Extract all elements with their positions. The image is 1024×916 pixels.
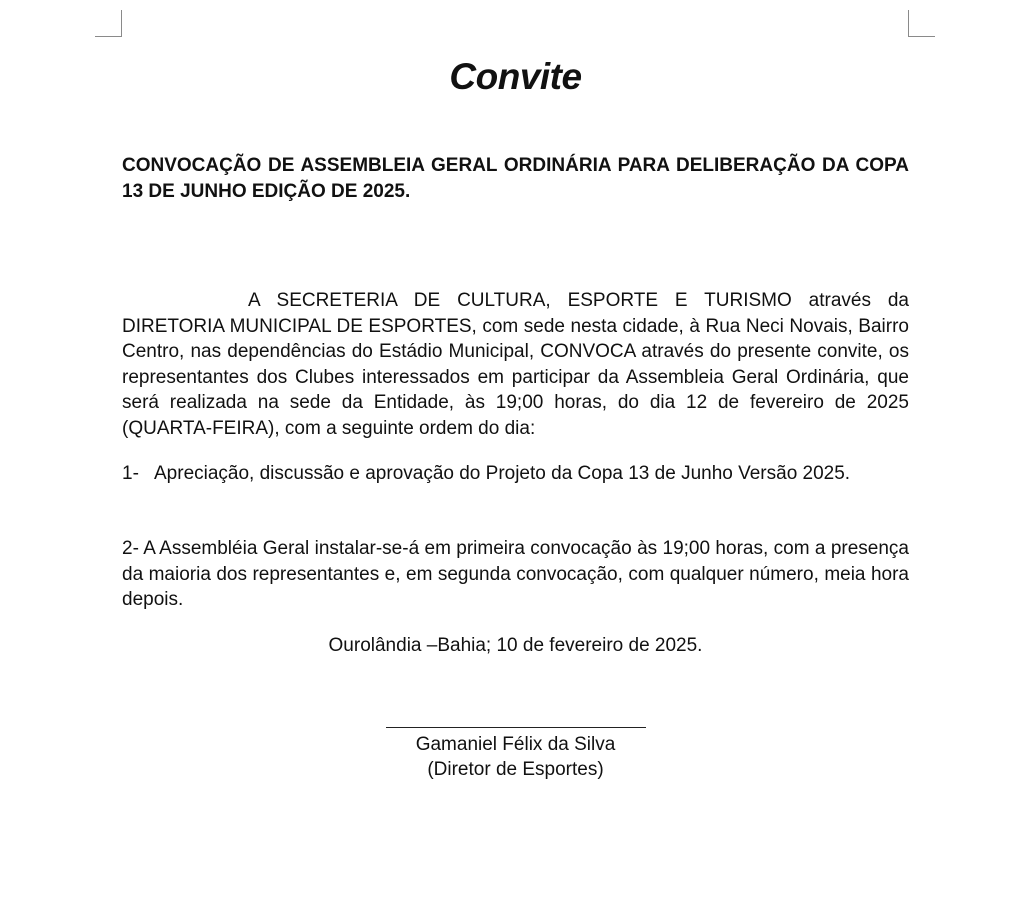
list-item-number: 1- <box>122 463 139 484</box>
page-corner-mark-left <box>95 10 122 37</box>
body-paragraph <box>122 288 909 441</box>
signature-line <box>386 727 646 728</box>
signatory-name: Gamaniel Félix da Silva <box>415 734 616 755</box>
body-paragraph-text: A SECRETERIA DE CULTURA, ESPORTE E TURISMO através da DIRETORIA MUNICIPAL DE ESPORTES, com sede nesta cidade, à Rua Neci Novais, Bairro Centro, nas dependências do Estádio Municipal, CONVOCA através do presente convite, os representantes dos Clubes interessados em participar da Assembleia Geral Ordinária, que será realizada na sede da Entidade, às 19;00 horas, do dia 12 de fevereiro de 2025 (QUARTA-FEIRA), com a seguinte ordem do dia: <box>122 290 909 439</box>
document-title: Convite <box>449 56 582 97</box>
document-heading: CONVOCAÇÃO DE ASSEMBLEIA GERAL ORDINÁRIA PARA DELIBERAÇÃO DA COPA 13 DE JUNHO EDIÇÃO DE 2025. <box>122 155 909 202</box>
dateline: Ourolândia –Bahia; 10 de fevereiro de 2025. <box>328 635 703 656</box>
paragraph-2: 2- A Assembléia Geral instalar-se-á em primeira convocação às 19;00 horas, com a presença da maioria dos representantes e, em segunda convocação, com qualquer número, meia hora depois. <box>122 538 909 610</box>
list-item-1 <box>122 461 909 487</box>
page-corner-mark-right <box>908 10 935 37</box>
list-item-text: Apreciação, discussão e aprovação do Projeto da Copa 13 de Junho Versão 2025. <box>154 463 851 484</box>
signatory-role: (Diretor de Esportes) <box>427 759 604 780</box>
